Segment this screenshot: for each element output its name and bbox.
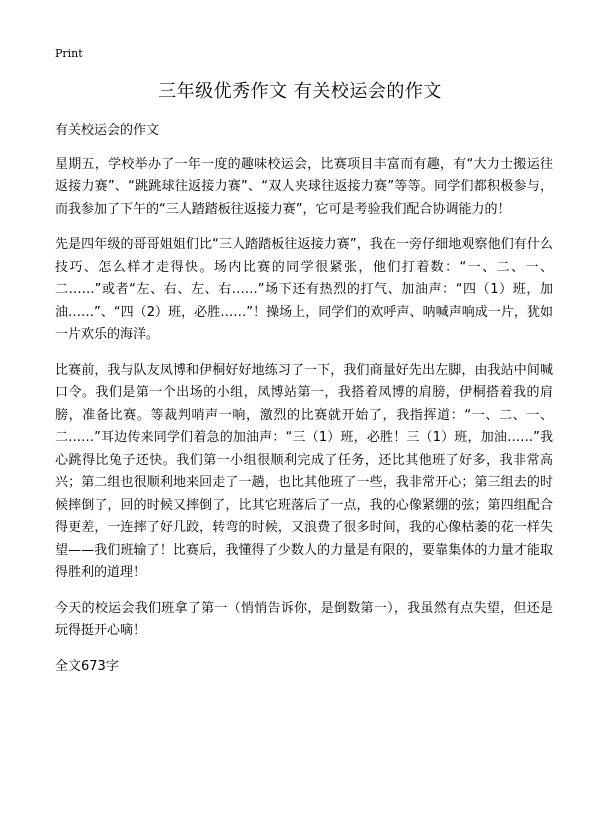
paragraph-1: 星期五，学校举办了一年一度的趣味校运会，比赛项目丰富而有趣，有“大力士搬运往返接力赛”、“跳跳球往返接力赛”、“双人夹球往返接力赛”等等。同学们都积极参与，而我参加了下午的“三人踏踏板往返接力赛”，它可是考验我们配合协调能力的！ [55, 156, 553, 217]
article-subtitle: 有关校运会的作文 [55, 123, 160, 138]
paragraph-4: 今天的校运会我们班拿了第一（悄悄告诉你，是倒数第一），我虽然有点失望，但还是玩得挺开心嘀！ [55, 600, 553, 638]
word-count: 全文673字 [55, 658, 119, 674]
article-body [55, 120, 553, 678]
paragraph-2: 先是四年级的哥哥姐姐们比“三人踏踏板往返接力赛”，我在一旁仔细地观察他们有什么技巧、怎么样才走得快。场内比赛的同学很紧张，他们打着数：“一、二、一、二……”或者“左、右、左、右……”场下还有热烈的打气、加油声：“四（1）班，加油……”、“四（2）班，必胜……”！操场上，同学们的欢呼声、呐喊声响成一片，犹如一片欢乐的海洋。 [55, 237, 553, 342]
article-title: 三年级优秀作文 有关校运会的作文 [158, 81, 442, 102]
print-link[interactable]: Print [55, 47, 83, 60]
paragraph-3: 比赛前，我与队友凤博和伊桐好好地练习了一下，我们商量好先出左脚，由我站中间喊口令。我们是第一个出场的小组，凤博站第一，我搭着凤博的肩膀，伊桐搭着我的肩膀，准备比赛。等裁判哨声一响，激烈的比赛就开始了，我指挥道：“一、二、一、二……”耳边传来同学们着急的加油声：“三（1）班，必胜！三（1）班，加油……”我心跳得比兔子还快。我们第一小组很顺利完成了任务，还比其他班了好多，我非常高兴；第二组也很顺利地来回走了一趟，也比其他班了一些，我非常开心；第三组去的时候摔倒了，回的时候又摔倒了，比其它班落后了一点，我的心像紧绷的弦；第四组配合得更差，一连摔了好几跤，转弯的时候，又浪费了很多时间，我的心像枯萎的花一样失望——我们班输了！比赛后，我懂得了少数人的力量是有限的，要靠集体的力量才能取得胜利的道理！ [55, 362, 553, 580]
